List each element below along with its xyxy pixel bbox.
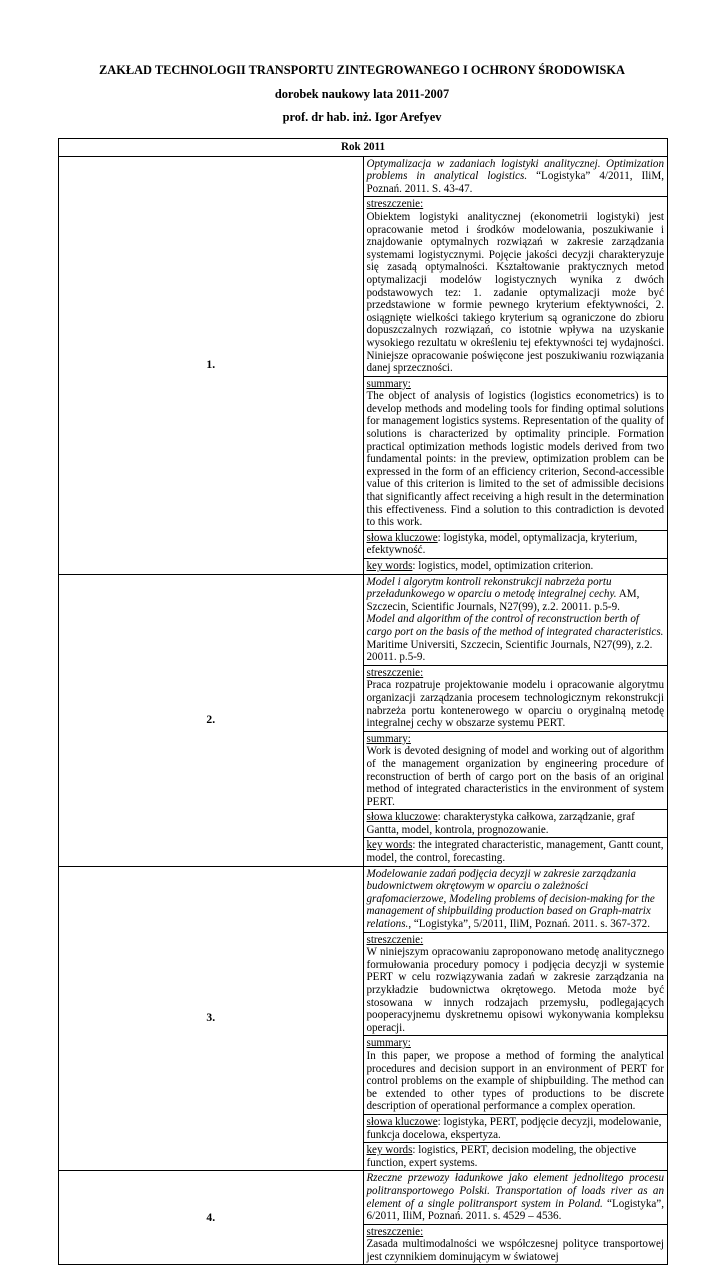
publications-table (58, 138, 668, 1265)
entry-number: 1. (59, 156, 364, 574)
entry-keywords-pl: słowa kluczowe: charakterystyka całkowa, zarządzanie, graf Gantta, model, kontrola, prognozowanie. (363, 810, 668, 838)
table-row (59, 156, 668, 197)
entry-title: Rzeczne przewozy ładunkowe jako element jednolitego procesu politransportowego Polski. Transportation of loads river as an element of a single politransport system in Poland. “Logistyka”, 6/2011, IliM, Poznań. 2011. s. 4529 – 4536. (363, 1171, 668, 1224)
entry-number: 2. (59, 574, 364, 866)
entry-title: Optymalizacja w zadaniach logistyki analitycznej. Optimization problems in analytical logistics. “Logistyka” 4/2011, IliM, Poznań. 2011. S. 43-47. (363, 156, 668, 197)
entry-keywords-en: key words: logistics, PERT, decision modeling, the objective function, expert systems. (363, 1143, 668, 1171)
year-row (59, 139, 668, 157)
entry-abstract-en: summary: The object of analysis of logistics (logistics econometrics) is to develop methods and modeling tools for finding optimal solutions for management logistics systems. Representation of the quality of solutions is characterized by optimality principle. Formation practical optimization methods logistic models derived from two fundamental points: in the preview, optimization problem can be expressed in the form of an efficiency criterion, Second-accessible value of this criterion is limited to the set of admissible decisions that significantly affect receiving a high result in the determination this effectiveness. Find a solution to this contradiction is devoted to this work. (363, 376, 668, 530)
entry-keywords-pl: słowa kluczowe: logistyka, model, optymalizacja, kryterium, efektywność. (363, 530, 668, 558)
entry-number: 4. (59, 1171, 364, 1265)
entry-abstract-pl: streszczenie: W niniejszym opracowaniu zaproponowano metodę analitycznego formułowania procedury pomocy i podjęcia decyzji w systemie PERT w celu rozwiązywania zadań w zakresie zarządzania na przykładzie budownictwa okrętowego. Metoda może być stosowana w innych rodzajach przemysłu, podlegających pooperacyjnemu dyskretnemu opisowi wykonywania kompleksu operacji. (363, 932, 668, 1036)
entry-number: 3. (59, 866, 364, 1171)
entry-keywords-en: key words: the integrated characteristic, management, Gantt count, model, the control, forecasting. (363, 838, 668, 866)
entry-abstract-en: summary: Work is devoted designing of model and working out of algorithm of the management organization by engineering procedure of reconstruction of berth of cargo port on the basis of an original method of integrated characteristics in the environment of system PERT. (363, 731, 668, 810)
year-label: Rok 2011 (59, 139, 668, 157)
table-row (59, 866, 668, 932)
entry-abstract-pl: streszczenie: Praca rozpatruje projektowanie modelu i opracowanie algorytmu organizacji zarządzania procesem technologicznym rekonstrukcji nabrzeża portu kontenerowego w oparciu o oryginalną metodę integralnej cechy w obszarze systemu PERT. (363, 665, 668, 731)
entry-abstract-en: summary: In this paper, we propose a method of forming the analytical procedures and decision support in an environment of PERT for control problems on the example of shipbuilding. The method can be extended to other types of productions to be discrete description of operational performance a complex operation. (363, 1036, 668, 1115)
entry-keywords-en: key words: logistics, model, optimization criterion. (363, 559, 668, 575)
page-subheading: dorobek naukowy lata 2011-2007 (274, 87, 450, 101)
table-row (59, 574, 668, 665)
page-heading: ZAKŁAD TECHNOLOGII TRANSPORTU ZINTEGROWANEGO I OCHRONY ŚRODOWISKA (98, 63, 626, 77)
entry-title: Model i algorytm kontroli rekonstrukcji nabrzeża portu przeładunkowego w oparciu o metodę integralnej cechy. AM, Szczecin, Scientific Journals, N27(99), z.2. 20011. p.5-9. Model and algorithm of the control of reconstruction berth of cargo port on the basis of the method of integrated characteristics. Maritime Universiti, Szczecin, Scientific Journals, N27(99), z.2. 20011. p.5-9. (363, 574, 668, 665)
author-name: prof. dr hab. inż. Igor Arefyev (282, 110, 442, 124)
entry-title: Modelowanie zadań podjęcia decyzji w zakresie zarządzania budownictwem okrętowym w oparciu o zależności grafomacierzowe, Modeling problems of decision-making for the management of shipbuilding production based on Graph-matrix relations., “Logistyka”, 5/2011, IliM, Poznań. 2011. s. 367-372. (363, 866, 668, 932)
entry-abstract-pl: streszczenie: Obiektem logistyki analitycznej (ekonometrii logistyki) jest opracowanie metod i środków modelowania, poszukiwanie i znajdowanie optymalnych rozwiązań w zakresie zarządzania systemami logistycznymi. Pojęcie jakości decyzji charakteryzuje się zasadą optymalności. Kształtowanie praktycznych metod optymalizacji modelów logistycznych wynika z dwóch podstawowych tez: 1. zadanie optymalizacji może być przedstawione w formie pewnego kryterium efektywności, 2. osiągnięte wielkości takiego kryterium są ograniczone do zbioru dopuszczalnych rozwiązań, co istotnie wpływa na uzyskanie wysokiego rezultatu w określeniu tej efektywności tej wydajności. Niniejsze opracowanie poświęcone jest poszukiwaniu rozwiązania danej sprzeczności. (363, 197, 668, 376)
table-row (59, 1171, 668, 1224)
entry-abstract-pl: streszczenie: Zasada multimodalności we współczesnej polityce transportowej jest czynnikiem dominującym w światowej (363, 1224, 668, 1265)
entry-keywords-pl: słowa kluczowe: logistyka, PERT, podjęcie decyzji, modelowanie, funkcja docelowa, ekspertyza. (363, 1114, 668, 1142)
